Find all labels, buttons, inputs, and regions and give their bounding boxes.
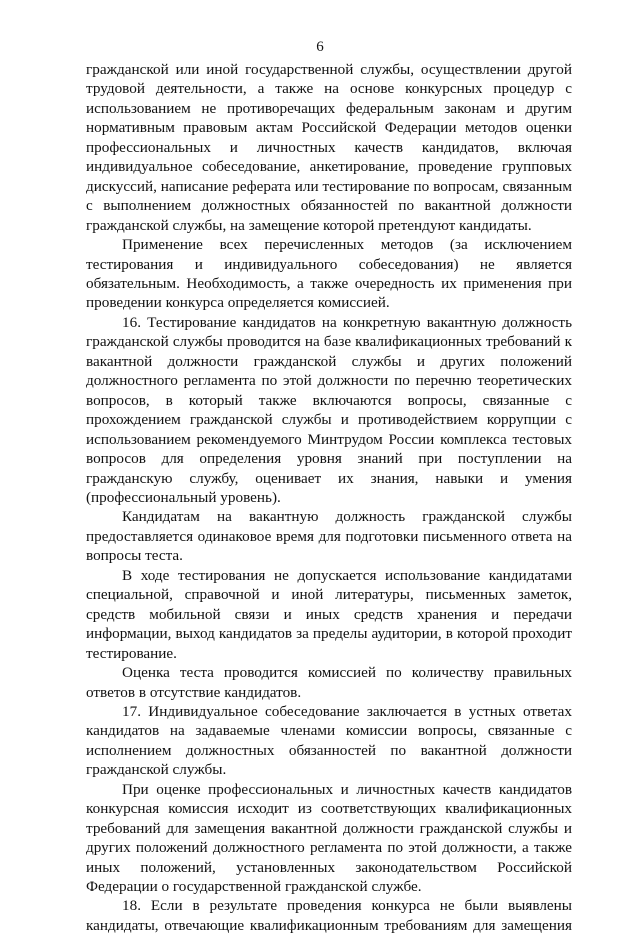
text-line: дискуссий, написание реферата или тестирование по вопросам, связанным: [86, 177, 572, 195]
text-line: предоставляется одинаковое время для подготовки письменного ответа на: [86, 527, 572, 545]
text-line: В ходе тестирования не допускается использование кандидатами: [122, 566, 572, 584]
text-line: Федерации о государственной гражданской службе.: [86, 878, 422, 896]
text-line: Кандидатам на вакантную должность гражданской службы: [122, 508, 572, 526]
text-line: (профессиональный уровень).: [86, 488, 281, 506]
page-number: 6: [316, 39, 324, 55]
text-line: вакантной должности гражданской службы и других положений: [86, 352, 572, 370]
text-line: При оценке профессиональных и личностных качеств кандидатов: [122, 780, 572, 798]
text-line: конкурсная комиссия исходит из соответствующих квалификационных: [86, 800, 572, 818]
text-line: с выполнением должностных обязанностей по вакантной должности: [86, 197, 572, 215]
text-line: вопросы теста.: [86, 547, 183, 565]
paragraph: [86, 235, 572, 313]
text-line: гражданской службы, на замещение которой претендуют кандидаты.: [86, 216, 532, 234]
text-line: профессиональных и личностных качеств кандидатов, включая: [86, 138, 572, 156]
text-line: тестирования и индивидуального собеседования) не является: [86, 255, 572, 273]
text-line: вопросов, в который также включаются вопросы, связанные с: [86, 391, 572, 409]
text-line: иных положений, установленных законодательством Российской: [86, 858, 572, 876]
paragraph: [86, 896, 572, 935]
paragraph: [86, 507, 572, 565]
text-line: требований для замещения вакантной должности гражданской службы и: [86, 819, 572, 837]
text-line: специальной, справочной и иной литературы, письменных заметок,: [86, 586, 572, 604]
text-line: 18. Если в результате проведения конкурса не были выявлены: [122, 897, 572, 915]
text-line: гражданской службы проводится на базе квалификационных требований к: [86, 333, 572, 351]
text-line: прохождением гражданской службы и противодействием коррупции с: [86, 411, 572, 429]
text-line: Применение всех перечисленных методов (за исключением: [122, 236, 572, 254]
text-line: использованием рекомендуемого Минтрудом России комплекса тестовых: [86, 430, 572, 448]
document-body: [86, 60, 572, 935]
text-line: обязательным. Необходимость, а также очередность их применения при: [86, 274, 572, 292]
text-line: 16. Тестирование кандидатов на конкретную вакантную должность: [122, 313, 572, 331]
text-line: гражданской или иной государственной службы, осуществлении другой: [86, 61, 572, 78]
text-line: использованием не противоречащих федеральным законам и другим: [86, 99, 572, 117]
paragraph: [86, 780, 572, 897]
text-line: трудовой деятельности, а также на основе конкурсных процедур с: [86, 80, 572, 98]
text-line: 17. Индивидуальное собеседование заключается в устных ответах: [122, 702, 572, 720]
text-line: тестирование.: [86, 644, 177, 662]
text-line: кандидатов на задаваемые членами комиссии вопросы, связанные с: [86, 722, 572, 740]
text-line: должностного регламента по этой должности по перечню теоретических: [86, 372, 572, 390]
text-line: Оценка теста проводится комиссией по количеству правильных: [122, 664, 572, 682]
text-line: проведении конкурса определяется комиссией.: [86, 294, 390, 312]
text-line: средств мобильной связи и иных средств хранения и передачи: [86, 605, 572, 623]
text-line: нормативным правовым актам Российской Федерации методов оценки: [86, 119, 572, 137]
text-line: исполнением должностных обязанностей по вакантной должности: [86, 741, 572, 759]
text-line: вопросов для определения уровня знаний при поступлении на: [86, 450, 572, 468]
paragraph: [86, 663, 572, 702]
paragraph: [86, 566, 572, 663]
paragraph: [86, 313, 572, 508]
text-line: индивидуальное собеседование, анкетирование, проведение групповых: [86, 158, 572, 176]
paragraph: [86, 60, 572, 235]
text-line: гражданскую службу, оценивает их знания, навыки и умения: [86, 469, 572, 487]
text-line: информации, выход кандидатов за пределы аудитории, в которой проходит: [86, 625, 572, 643]
text-line: кандидаты, отвечающие квалификационным требованиям для замещения: [86, 916, 572, 934]
paragraph: [86, 702, 572, 780]
text-line: гражданской службы.: [86, 761, 227, 779]
text-line: других положений должностного регламента по этой должности, а также: [86, 839, 572, 857]
text-line: ответов в отсутствие кандидатов.: [86, 683, 302, 701]
